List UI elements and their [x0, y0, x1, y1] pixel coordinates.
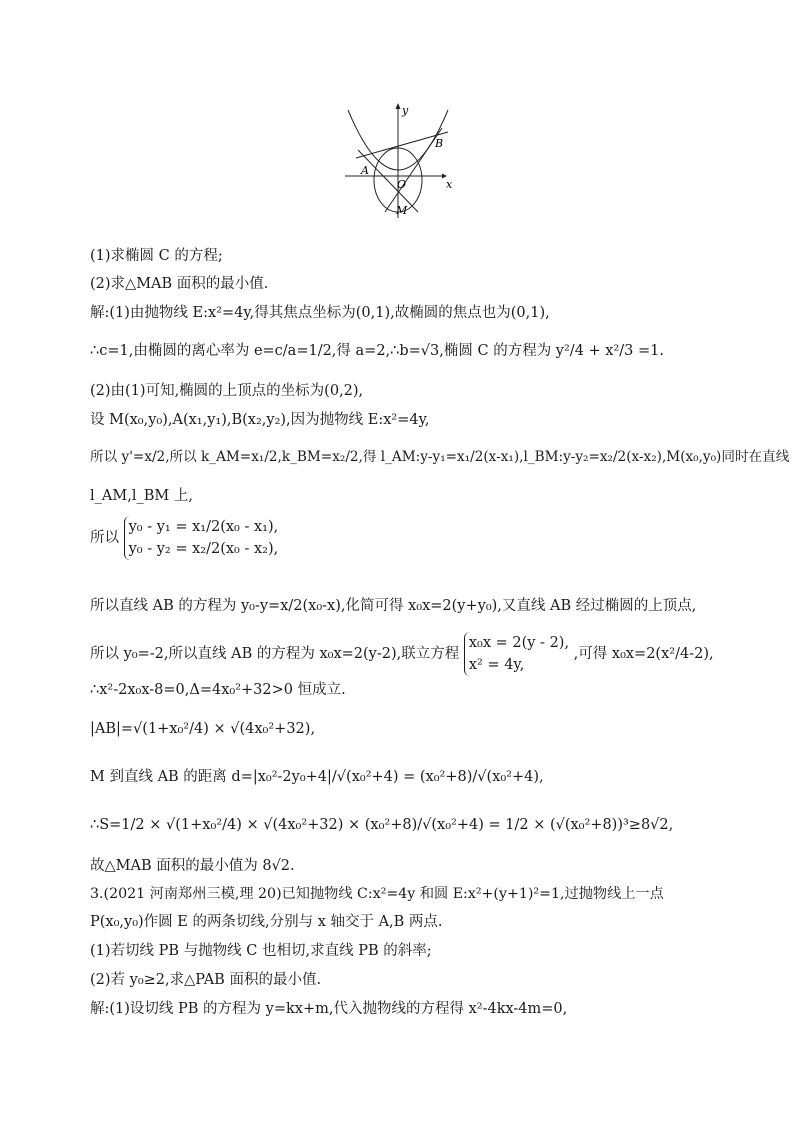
problem-3-solution-1: 解:(1)设切线 PB 的方程为 y=kx+m,代入抛物线的方程得 x²-4kx-4m=0, — [90, 1001, 568, 1017]
tangent-line-am — [358, 150, 418, 212]
problem-3-text: 3.(2021 河南郑州三模,理 20)已知抛物线 C:x²=4y 和圆 E:x²+(y+1)²=1,过抛物线上一点 — [90, 886, 664, 902]
solution-line-8: 所以 y₀=-2,所以直线 AB 的方程为 x₀x=2(y-2),联立方程 — [90, 646, 460, 662]
label-m: M — [396, 204, 408, 217]
system-block-1: 所以 y₀ - y₁ = x₁/2(x₀ - x₁), y₀ - y₂ = x₂/2(x₀ - x₂), — [90, 516, 278, 560]
solution-line-2: ∴c=1,由椭圆的离心率为 e=c/a=1/2,得 a=2,∴b=√3,椭圆 C 的方程为 y²/4 + x²/3 =1. — [90, 343, 664, 359]
solution-line-11: |AB|=√(1+x₀²/4) × √(4x₀²+32), — [90, 721, 316, 737]
solution-line-12: M 到直线 AB 的距离 d=|x₀²-2y₀+4|/√(x₀²+4) = (x₀²+8)/√(x₀²+4), — [90, 769, 544, 785]
system-eq-4: x² = 4y, — [468, 657, 525, 673]
solution-line-13: ∴S=1/2 × √(1+x₀²/4) × √(4x₀²+32) × (x₀²+8)/√(x₀²+4) = 1/2 × (√(x₀²+8))³≥8√2, — [90, 817, 674, 833]
label-x: x — [446, 178, 453, 191]
solution-line-1: 解:(1)由抛物线 E:x²=4y,得其焦点坐标为(0,1),故椭圆的焦点也为(0,1), — [90, 305, 550, 321]
solution-line-6: l_AM,l_BM 上, — [90, 488, 193, 504]
system-block-2 — [90, 632, 714, 676]
system-eq-2: y₀ - y₂ = x₂/2(x₀ - x₂), — [128, 541, 279, 557]
problem-3-question-2: (2)若 y₀≥2,求△PAB 面积的最小值. — [90, 972, 322, 988]
label-y: y — [402, 104, 409, 117]
solution-line-10: ∴x²-2x₀x-8=0,Δ=4x₀²+32>0 恒成立. — [90, 682, 346, 698]
label-a: A — [361, 164, 369, 177]
solution-line-14: 故△MAB 面积的最小值为 8√2. — [90, 858, 295, 874]
solution-line-4: 设 M(x₀,y₀),A(x₁,y₁),B(x₂,y₂),因为抛物线 E:x²=4y, — [90, 412, 430, 428]
solution-line-7: 所以直线 AB 的方程为 y₀-y=x/2(x₀-x),化简可得 x₀x=2(y+y₀),又直线 AB 经过椭圆的上顶点, — [90, 598, 697, 614]
solution-line-5: 所以 y'=x/2,所以 k_AM=x₁/2,k_BM=x₂/2,得 l_AM:y-y₁=x₁/2(x-x₁),l_BM:y-y₂=x₂/2(x-x₂),M(x₀,y₀)同时在直线 — [90, 449, 790, 465]
system-eq-1: y₀ - y₁ = x₁/2(x₀ - x₁), — [128, 519, 279, 535]
equation-system-1 — [124, 516, 279, 560]
solution-line-9: ,可得 x₀x=2(x²/4-2), — [573, 646, 714, 662]
label-o: O — [397, 178, 407, 191]
system-eq-3: x₀x = 2(y - 2), — [468, 635, 570, 651]
geometry-figure — [330, 100, 460, 220]
problem-3-line-1 — [90, 884, 664, 904]
problem-3-question-1: (1)若切线 PB 与抛物线 C 也相切,求直线 PB 的斜率; — [90, 943, 432, 959]
problem-3-line-2: P(x₀,y₀)作圆 E 的两条切线,分别与 x 轴交于 A,B 两点. — [90, 914, 443, 930]
solution-line-3: (2)由(1)可知,椭圆的上顶点的坐标为(0,2), — [90, 383, 364, 399]
question-2: (2)求△MAB 面积的最小值. — [90, 276, 269, 292]
equation-system-2 — [464, 632, 569, 676]
y-axis-arrow — [396, 103, 401, 109]
label-b: B — [435, 137, 444, 150]
question-1: (1)求椭圆 C 的方程; — [90, 248, 223, 264]
